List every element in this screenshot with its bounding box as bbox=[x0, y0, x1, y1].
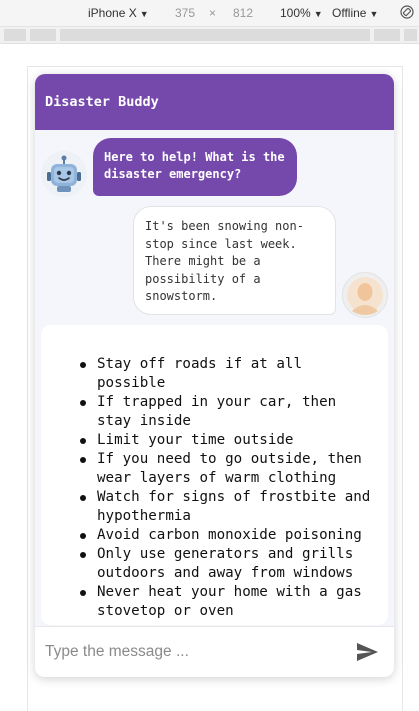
list-item: Limit your time outside bbox=[97, 431, 376, 450]
zoom-select-label: 100% bbox=[280, 6, 311, 20]
list-item: If you need to go outside, then wear layers of warm clothing bbox=[97, 450, 376, 488]
device-height-field[interactable]: 812 bbox=[233, 6, 254, 20]
chat-title: Disaster Buddy bbox=[45, 94, 159, 110]
user-avatar-icon bbox=[343, 273, 387, 317]
chat-header bbox=[35, 74, 394, 130]
network-throttle-select[interactable] bbox=[332, 6, 378, 20]
safety-tips-list bbox=[41, 355, 388, 621]
device-select-label: iPhone X bbox=[88, 6, 137, 20]
list-item: Watch for signs of frostbite and hypothermia bbox=[97, 488, 376, 526]
user-message bbox=[133, 206, 336, 315]
robot-icon bbox=[41, 151, 87, 197]
safety-tips-message bbox=[41, 325, 388, 625]
chevron-down-icon: ▼ bbox=[313, 9, 323, 19]
bot-avatar bbox=[41, 151, 87, 197]
network-throttle-label: Offline bbox=[332, 6, 367, 20]
message-input[interactable] bbox=[45, 639, 335, 665]
user-message-text: It's been snowing non-stop since last week. There might be a possibility of a snowstorm. bbox=[145, 219, 304, 304]
chevron-down-icon: ▼ bbox=[139, 9, 149, 19]
send-icon[interactable] bbox=[354, 640, 380, 664]
device-toolbar bbox=[0, 0, 419, 26]
media-query-segment[interactable] bbox=[374, 29, 400, 41]
media-query-segment[interactable] bbox=[404, 29, 417, 41]
chevron-down-icon: ▼ bbox=[369, 9, 379, 19]
bot-message-text: Here to help! What is the disaster emergency? bbox=[104, 150, 285, 181]
list-item: Never heat your home with a gas stovetop or oven bbox=[97, 583, 376, 621]
rotate-icon[interactable] bbox=[400, 5, 414, 19]
bot-message bbox=[93, 138, 297, 196]
list-item: Avoid carbon monoxide poisoning bbox=[97, 526, 376, 545]
media-query-bar bbox=[0, 26, 419, 44]
zoom-select[interactable] bbox=[280, 6, 323, 20]
media-query-segment[interactable] bbox=[4, 29, 26, 41]
media-query-segment[interactable] bbox=[60, 29, 370, 41]
media-query-segment[interactable] bbox=[30, 29, 56, 41]
device-select[interactable] bbox=[88, 6, 149, 20]
dimension-separator: × bbox=[209, 6, 217, 20]
chat-window bbox=[35, 74, 394, 677]
message-composer bbox=[35, 626, 394, 677]
list-item: If trapped in your car, then stay inside bbox=[97, 393, 376, 431]
user-avatar bbox=[342, 272, 388, 318]
list-item: Only use generators and grills outdoors and away from windows bbox=[97, 545, 376, 583]
list-item: Stay off roads if at all possible bbox=[97, 355, 376, 393]
device-width-field[interactable]: 375 bbox=[175, 6, 196, 20]
